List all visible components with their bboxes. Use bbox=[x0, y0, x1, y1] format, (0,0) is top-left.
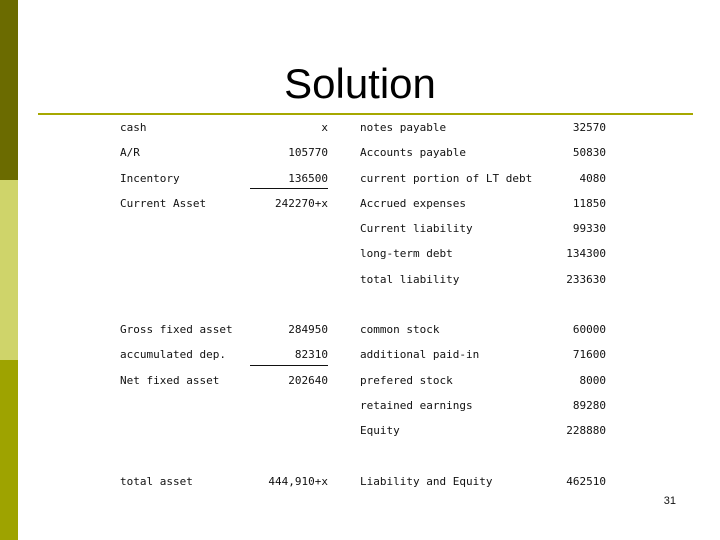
right-label: Accrued expenses bbox=[360, 197, 466, 210]
decor-bar-bottom bbox=[0, 360, 18, 540]
left-value: x bbox=[321, 121, 328, 134]
right-label: retained earnings bbox=[360, 399, 473, 412]
left-label: Current Asset bbox=[120, 197, 207, 210]
right-value: 71600 bbox=[572, 348, 606, 361]
right-value: 228880 bbox=[566, 424, 606, 437]
right-value: 99330 bbox=[572, 222, 606, 235]
left-value: 136500 bbox=[288, 172, 328, 185]
right-label: Liability and Equity bbox=[360, 475, 493, 488]
left-label: total asset bbox=[120, 475, 193, 488]
page-number: 31 bbox=[663, 495, 676, 507]
left-value: 444,910+x bbox=[268, 475, 328, 488]
right-label: prefered stock bbox=[360, 374, 453, 387]
slide-title: Solution bbox=[284, 60, 436, 107]
right-label: notes payable bbox=[360, 121, 447, 134]
decor-bar-middle bbox=[0, 180, 18, 360]
right-label: Equity bbox=[360, 424, 400, 437]
right-value: 32570 bbox=[572, 121, 606, 134]
right-value: 60000 bbox=[572, 323, 606, 336]
left-label: Gross fixed asset bbox=[120, 323, 233, 336]
left-label: Net fixed asset bbox=[120, 374, 220, 387]
right-label: current portion of LT debt bbox=[360, 172, 533, 185]
left-label: A/R bbox=[120, 146, 140, 159]
left-value: 284950 bbox=[288, 323, 328, 336]
right-label: total liability bbox=[360, 273, 460, 286]
left-label: accumulated dep. bbox=[120, 348, 226, 361]
right-value: 462510 bbox=[566, 475, 606, 488]
title-divider bbox=[38, 113, 693, 115]
right-label: Accounts payable bbox=[360, 146, 466, 159]
right-value: 233630 bbox=[566, 273, 606, 286]
right-value: 50830 bbox=[572, 146, 606, 159]
left-value: 105770 bbox=[288, 146, 328, 159]
right-label: long-term debt bbox=[360, 247, 453, 260]
left-value: 202640 bbox=[288, 374, 328, 387]
left-label: Incentory bbox=[120, 172, 180, 185]
right-value: 8000 bbox=[579, 374, 606, 387]
right-value: 89280 bbox=[572, 399, 606, 412]
left-value: 242270+x bbox=[275, 197, 328, 210]
sum-underline bbox=[250, 365, 328, 366]
right-value: 134300 bbox=[566, 247, 606, 260]
right-label: Current liability bbox=[360, 222, 473, 235]
sum-underline bbox=[250, 188, 328, 189]
right-value: 11850 bbox=[572, 197, 606, 210]
left-label: cash bbox=[120, 121, 147, 134]
right-label: common stock bbox=[360, 323, 440, 336]
right-label: additional paid-in bbox=[360, 348, 480, 361]
right-value: 4080 bbox=[579, 172, 606, 185]
left-value: 82310 bbox=[294, 348, 328, 361]
